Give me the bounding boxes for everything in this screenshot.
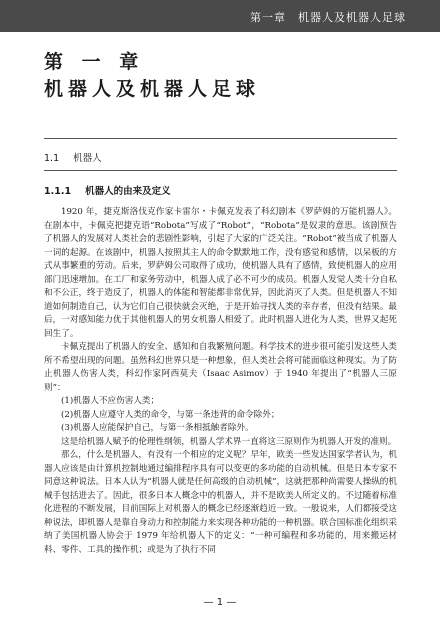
section-number: 1.1 (44, 153, 60, 164)
running-header-title: 第一章 机器人及机器人足球 (250, 11, 406, 24)
subsection-number: 1.1.1 (44, 186, 72, 197)
paragraph: 卡佩克提出了机器人的安全、感知和自我繁殖问题。科学技术的进步很可能引发这些人类所不希望出现的问题。虽然科幻世界只是一种想象，但人类社会将可能面临这种现实。为了防止机器人伤害人类，科幻作家阿西莫夫（Isaac Asimov）于 1940 年提出了“机器人三原则”： (44, 342, 397, 393)
body-text (44, 206, 397, 557)
page-number: — 1 — (203, 597, 237, 608)
chapter-number: 第 一 章 (44, 51, 145, 73)
paragraph: 那么，什么是机器人，有没有一个相应的定义呢？早年，欧美一些发达国家学者认为，机器人应该是由计算机控制地通过编排程序具有可以变更的多功能的自动机械。但是日本专家不同意这种说法。日本人认为“机器人就是任何高级的自动机械”，这就把那种尚需要人操纵的机械手包括进去了。因此，很多日本人概念中的机器人，并不是欧美人所定义的。不过随着标准化进程的不断发展，目前国际上对机器人的概念已经逐渐趋近一致。一般说来，人们都接受这种说法，即机器人是靠自身动力和控制能力来实现各种功能的一种机器。联合国标准化组织采纳了美国机器人协会于 1979 年给机器人下的定义：“一种可编程和多功能的，用来搬运材料、零件、工具的操作机；或是为了执行不同 (44, 450, 397, 555)
law-item: (2)机器人应遵守人类的命令，与第一条违背的命令除外； (61, 409, 280, 420)
paragraph: 这是给机器人赋予的伦理性纲领，机器人学术界一直将这三原则作为机器人开发的准则。 (61, 436, 397, 447)
subsection-heading (44, 183, 171, 197)
law-item: (3)机器人应能保护自己，与第一条相抵触者除外。 (61, 423, 254, 433)
chapter-heading (44, 50, 260, 102)
running-header (0, 0, 440, 32)
section-heading (44, 150, 102, 164)
law-item: (1)机器人不应伤害人类； (61, 396, 160, 406)
section-rule-top (44, 138, 397, 139)
section-title: 机器人 (73, 153, 102, 164)
subsection-title: 机器人的由来及定义 (85, 186, 171, 197)
chapter-title: 机器人及机器人足球 (44, 78, 261, 100)
paragraph: 1920 年，捷克斯洛伐克作家卡雷尔・卡佩克发表了科幻剧本《罗萨姆的万能机器人》。在剧本中，卡佩克把捷克语“Robota”写成了“Robot”，“Robota”是奴隶的意思。该剧预告了机器人的发展对人类社会的悲剧性影响，引起了大家的广泛关注。“Robot”被当成了机器人一词的起源。在该剧中，机器人按照其主人的命令默默地工作，没有感觉和感情，以呆板的方式从事繁重的劳动。后来，罗萨姆公司取得了成功，使机器人具有了感情，致使机器人的应用部门迅速增加。在工厂和家务劳动中，机器人成了必不可少的成员。机器人发觉人类十分自私和不公正，终于造反了，机器人的体能和智能都非常优异，因此消灭了人类。但是机器人不知道如何制造自己，认为它们自己很快就会灭绝，于是开始寻找人类的幸存者，但没有结果。最后，一对感知能力优于其他机器人的男女机器人相爱了。此时机器人进化为人类，世界又起死回生了。 (44, 207, 397, 339)
section-rule-bottom (44, 170, 397, 171)
